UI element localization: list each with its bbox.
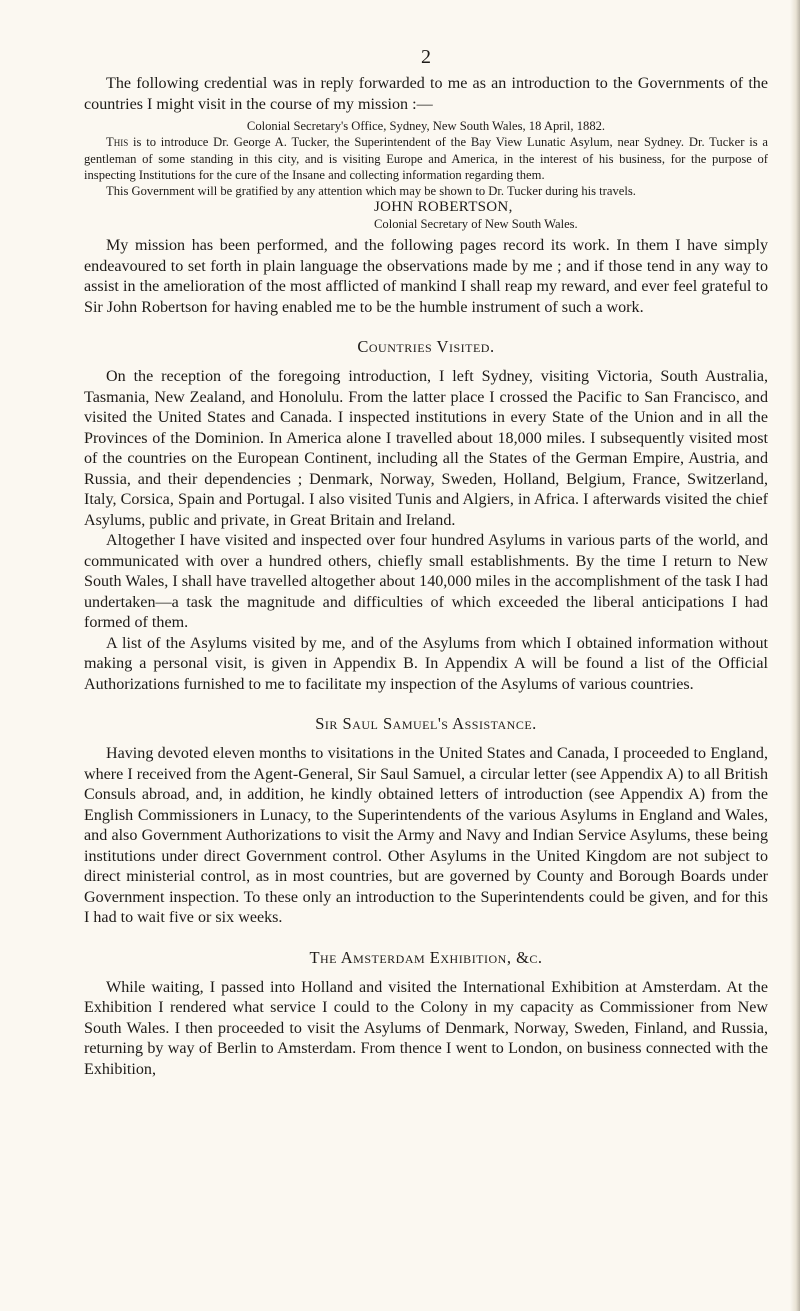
document-page — [84, 46, 768, 1080]
signatory-title: Colonial Secretary of New South Wales. — [374, 216, 578, 231]
intro-paragraph: The following credential was in reply forwarded to me as an introduction to the Governments of the countries I might visit in the course of my mission :— — [84, 75, 768, 113]
letter-first-word: This — [106, 135, 129, 150]
countries-paragraph-1: On the reception of the foregoing introduction, I left Sydney, visiting Victoria, South Australia, Tasmania, New Zealand, and Honolulu. From the latter place I crossed the Pacific to San Francisco, and visited the United States and Canada. I inspected institutions in every State of the Union and in all the Provinces of the Dominion. In America alone I travelled about 18,000 miles. I subsequently visited most of the countries on the European Continent, including all the States of the German Empire, Austria, and Russia, and their dependencies ; Denmark, Norway, Sweden, Holland, Belgium, France, Switzerland, Italy, Corsica, Spain and Portugal. I also visited Tunis and Algiers, in Africa. I afterwards visited the chief Asylums, public and private, in Great Britain and Ireland. — [84, 368, 768, 529]
heading-samuel-assistance: Sir Saul Samuel's Assistance. — [315, 714, 537, 734]
countries-paragraph-2: Altogether I have visited and inspected over four hundred Asylums in various parts of the world, and communicated with over a hundred others, chiefly small establishments. By the time I return to New South Wales, I shall have travelled altogether about 140,000 miles in the accomplishment of the task I had undertaken—a task the magnitude and difficulties of which exceeded the liberal anticipations I had formed of them. — [84, 532, 768, 632]
signatory-name: JOHN ROBERTSON, — [374, 199, 513, 216]
heading-amsterdam-exhibition: The Amsterdam Exhibition, &c. — [309, 947, 543, 967]
amsterdam-paragraph: While waiting, I passed into Holland and visited the International Exhibition at Amsterdam. At the Exhibition I rendered what service I could to the Colony in my capacity as Commissioner from New South Wales. I then proceeded to visit the Asylums of Denmark, Norway, Sweden, Finland, and Russia, returning by way of Berlin to Amsterdam. From thence I went to London, on business connected with the Exhibition, — [84, 978, 768, 1078]
mission-paragraph: My mission has been performed, and the following pages record its work. In them I have simply endeavoured to set forth in plain language the observations made by me ; and if those tend in any way to assist in the amelioration of the most afflicted of mankind I shall reap my reward, and ever feel grateful to Sir John Robertson for having enabled me to be the humble instrument of such a work. — [84, 237, 768, 316]
countries-paragraph-3: A list of the Asylums visited by me, and of the Asylums from which I obtained information without making a personal visit, is given in Appendix B. In Appendix A will be found a list of the Official Authorizations furnished to me to facilitate my inspection of the Asylums of various countries. — [84, 634, 768, 693]
credential-letter — [84, 118, 768, 232]
heading-countries-visited: Countries Visited. — [357, 337, 495, 357]
samuel-paragraph: Having devoted eleven months to visitations in the United States and Canada, I proceeded to England, where I received from the Agent-General, Sir Saul Samuel, a circular letter (see Appendix A) to all British Consuls abroad, and, in addition, he kindly obtained letters of introduction (see Appendix A) from the English Commissioners in Lunacy, to the Superintendents of the various Asylums in England and Wales, and also Government Authorizations to visit the Army and Navy and Indian Service Asylums, these being institutions under direct Government control. Other Asylums in the United Kingdom are not subject to direct ministerial control, as in most countries, but are governed by County and Borough Boards under Government inspection. To these only an introduction to the Superintendents could be given, and for this I had to wait five or six weeks. — [84, 745, 768, 927]
letter-header: Colonial Secretary's Office, Sydney, New South Wales, 18 April, 1882. — [246, 119, 606, 133]
letter-closing: This Government will be gratified by any attention which may be shown to Dr. Tucker during his travels. — [106, 184, 636, 199]
page-edge-shadow — [790, 0, 800, 1311]
page-number: 2 — [421, 46, 431, 68]
letter-body — [84, 134, 768, 183]
letter-signature — [84, 199, 768, 232]
letter-body-text: is to introduce Dr. George A. Tucker, the Superintendent of the Bay View Lunatic Asylum, near Sydney. Dr. Tucker is a gentleman of some standing in this city, and is visiting Europe and America, in the interest of his business, for the purpose of inspecting Institutions for the cure of the Insane and collecting information regarding them. — [84, 135, 768, 182]
